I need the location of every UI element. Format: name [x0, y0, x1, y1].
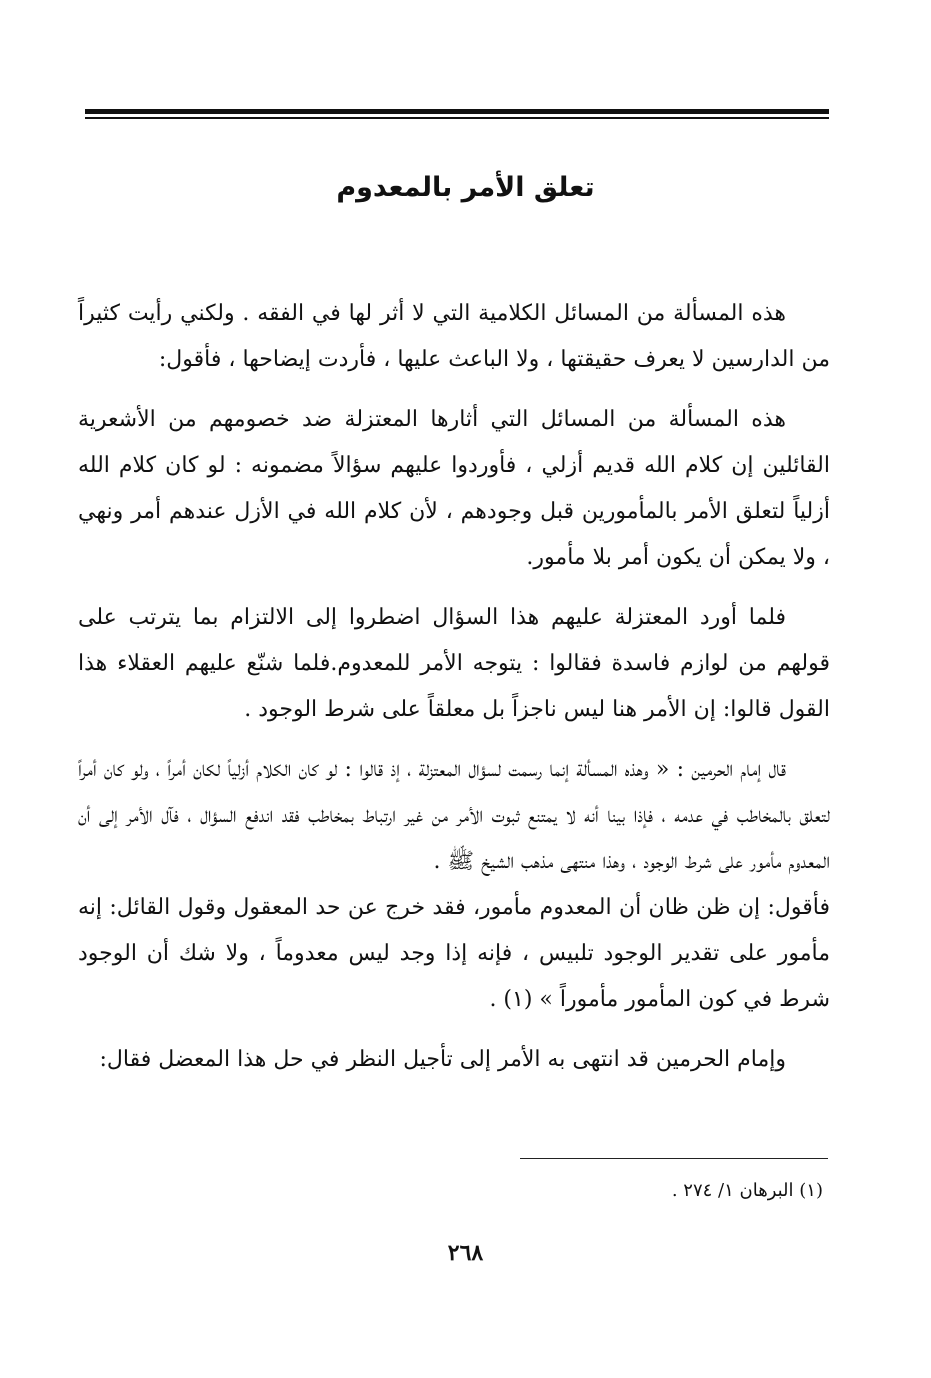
paragraph-3: فلما أورد المعتزلة عليهم هذا السؤال اضطروا إلى الالتزام بما يترتب على قولهم من لوازم فاسدة فقالوا : يتوجه الأمر للمعدوم.فلما شنّع عليهم العقلاء هذا القول قالوا: إن الأمر هنا ليس ناجزاً بل معلقاً على شرط الوجود .	[78, 605, 830, 722]
paragraph-1: هذه المسألة من المسائل الكلامية التي لا أثر لها في الفقه . ولكني رأيت كثيراً من الدارسين لا يعرف حقيقتها ، ولا الباعث عليها ، فأردت إيضاحها ، فأقول:	[78, 301, 830, 372]
paragraph-6: وإمام الحرمين قد انتهى به الأمر إلى تأجيل النظر في حل هذا المعضل فقال:	[99, 1047, 786, 1072]
paragraph-2: هذه المسألة من المسائل التي أثارها المعتزلة ضد خصومهم من الأشعرية القائلين إن كلام الله قديم أزلي ، فأوردوا عليهم سؤالاً مضمونه : لو كان كلام الله أزلياً لتعلق الأمر بالمأمورين قبل وجودهم ، لأن كلام الله في الأزل عندهم أمر ونهي ، ولا يمكن أن يكون أمر بلا مأمور.	[78, 407, 830, 570]
paragraph-5: فأقول: إن ظن ظان أن المعدوم مأمور، فقد خرج عن حد المعقول وقول القائل: إنه مأمور على تقدير الوجود تلبيس ، فإنه إذا وجد ليس معدوماً ، ولا شك أن الوجود شرط في كون المأمور مأموراً » (١) .	[78, 895, 830, 1012]
footnote-rule	[520, 1158, 828, 1159]
page-number: ٢٦٨	[447, 1240, 484, 1266]
page-title: تعلق الأمر بالمعدوم	[336, 172, 595, 203]
paragraph-4: قال إمام الحرمين : « وهذه المسألة إنما رسمت لسؤال المعتزلة ، إذ قالوا : لو كان الكلام أزلياً لكان أمراً ، ولو كان أمراً لتعلق بالمخاطب في عدمه ، فإذا بينا أنه لا يمتنع ثبوت الأمر من غير ارتباط بمخاطب فقد اندفع السؤال ، فآل الأمر إلى أن المعدوم مأمور على شرط الوجود ، وهذا منتهى مذهب الشيخ ﷺ .	[78, 757, 830, 874]
body-text	[78, 291, 830, 1097]
footnote: (١) البرهان ١/ ٢٧٤ .	[671, 1180, 823, 1201]
header-rule	[85, 109, 829, 114]
